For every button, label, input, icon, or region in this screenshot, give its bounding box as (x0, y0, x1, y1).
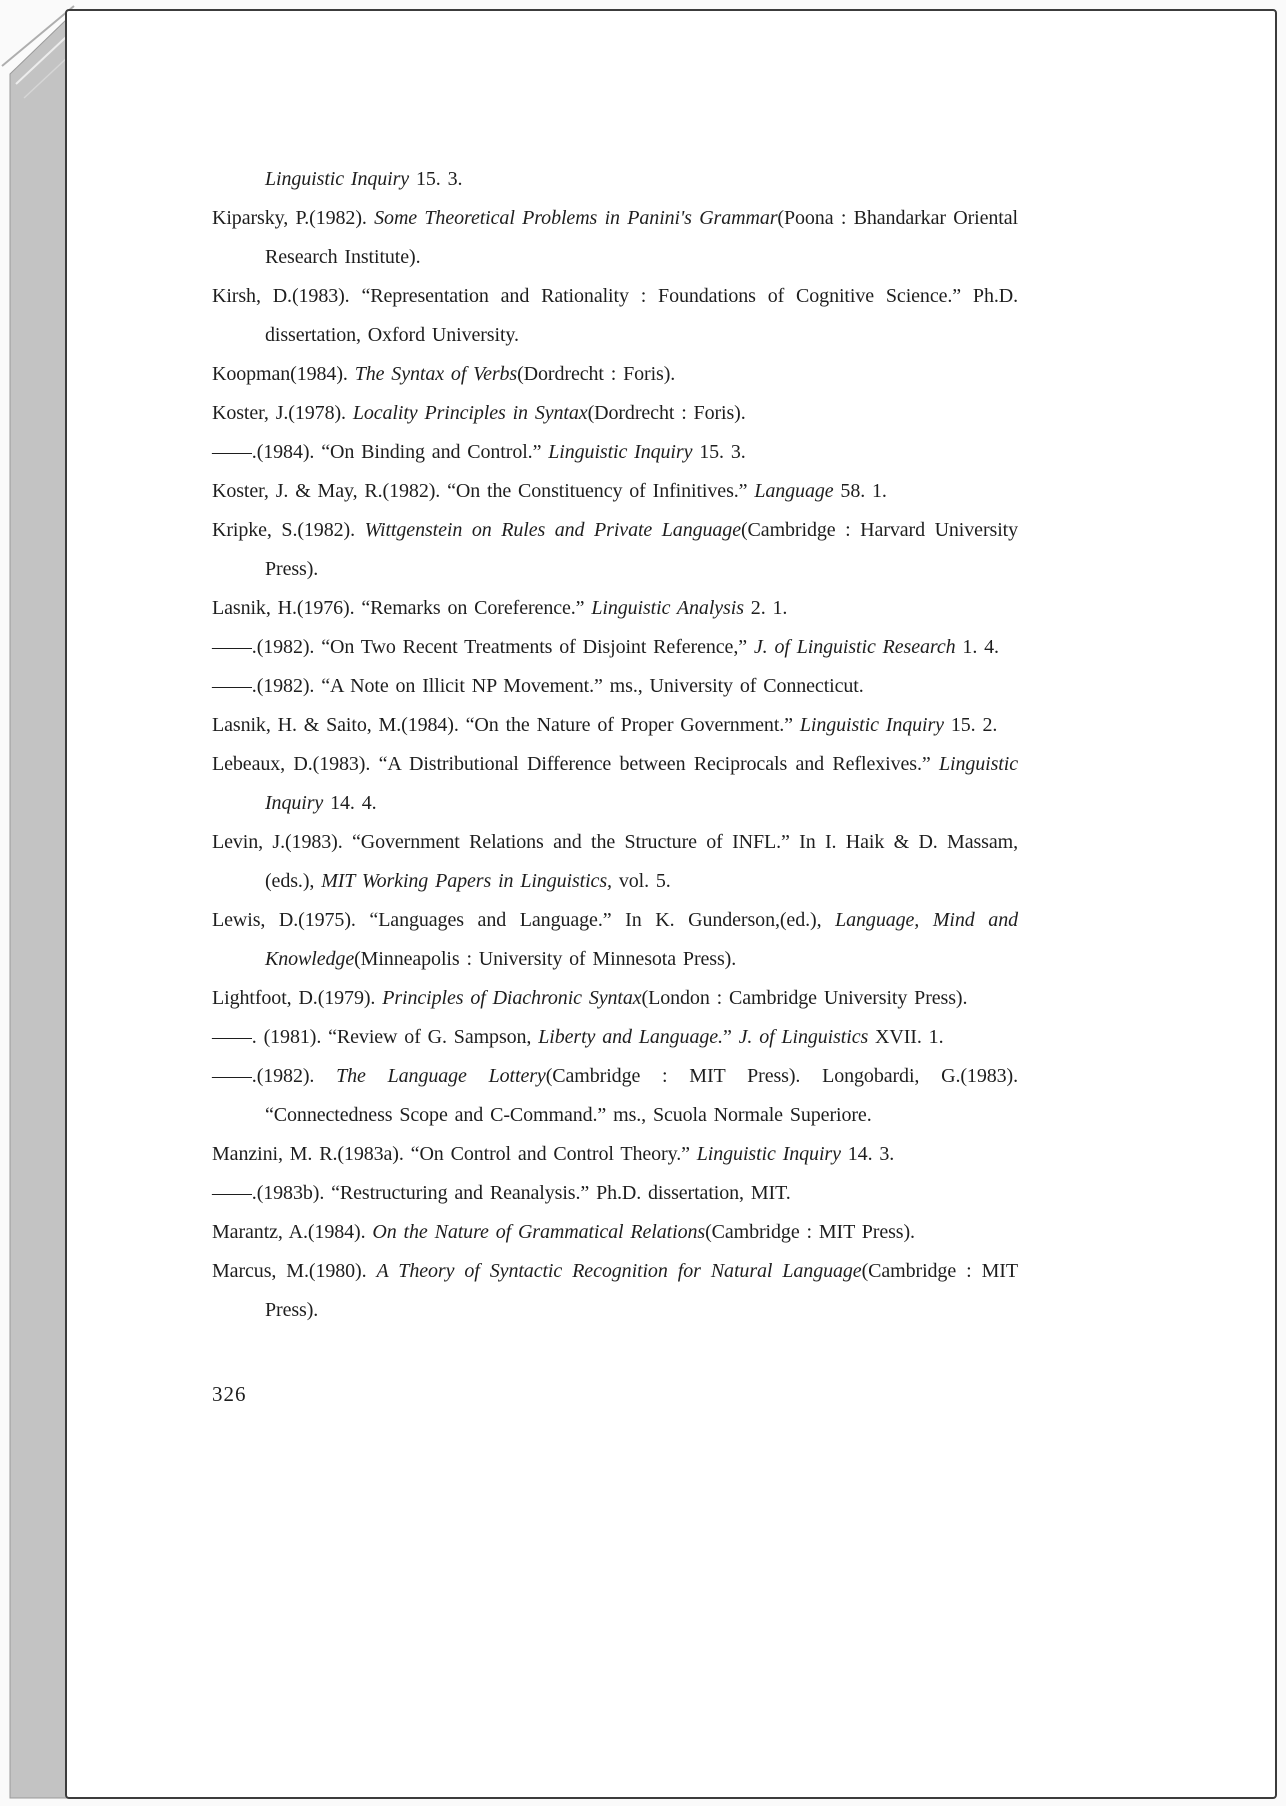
reference-entry (212, 472, 1018, 511)
reference-text: Lewis, D.(1975). “Languages and Language.” In K. Gunderson,(ed.), (212, 909, 836, 931)
reference-entry (212, 160, 1018, 199)
reference-text: Koopman(1984). (212, 363, 355, 385)
reference-text: (Dordrecht : Foris). (517, 363, 676, 385)
reference-title-italic: Linguistic Inquiry (265, 753, 1018, 814)
reference-text: 14. 4. (323, 792, 377, 814)
reference-text: Kripke, S.(1982). (212, 519, 365, 541)
reference-title-italic: Language, Mind and Knowledge (265, 909, 1018, 970)
reference-text: ——.(1982). “A Note on Illicit NP Movement.” ms., University of Connecticut. (212, 675, 864, 697)
reference-text: Kiparsky, P.(1982). (212, 207, 375, 229)
reference-entry (212, 433, 1018, 472)
reference-text: (Poona : Bhandarkar Oriental Research Institute). (265, 207, 1018, 268)
reference-text: Levin, J.(1983). “Government Relations and the Structure of INFL.” In I. Haik & D. Massam, (eds.), (212, 831, 1018, 892)
reference-title-italic: J. of Linguistic Research (753, 636, 956, 658)
reference-entry (212, 628, 1018, 667)
reference-text: 58. 1. (833, 480, 887, 502)
reference-text: Manzini, M. R.(1983a). “On Control and Control Theory.” (212, 1143, 697, 1165)
reference-entry (212, 1135, 1018, 1174)
reference-text: Lasnik, H. & Saito, M.(1984). “On the Nature of Proper Government.” (212, 714, 800, 736)
reference-entry (212, 979, 1018, 1018)
reference-entry (212, 511, 1018, 589)
reference-title-italic: Linguistic Inquiry (696, 1143, 841, 1165)
reference-text: Lightfoot, D.(1979). (212, 987, 383, 1009)
reference-entry (212, 1213, 1018, 1252)
reference-text: Koster, J.(1978). (212, 402, 353, 424)
reference-text: ——.(1983b). “Restructuring and Reanalysis.” Ph.D. dissertation, MIT. (212, 1182, 791, 1204)
reference-text: (Dordrecht : Foris). (587, 402, 746, 424)
reference-title-italic: On the Nature of Grammatical Relations (372, 1221, 706, 1243)
reference-entry (212, 1018, 1018, 1057)
reference-text: ——.(1984). “On Binding and Control.” (212, 441, 549, 463)
reference-text: Lasnik, H.(1976). “Remarks on Coreference.” (212, 597, 592, 619)
reference-entry (212, 706, 1018, 745)
page-number: 326 (212, 1382, 247, 1406)
reference-title-italic: A Theory of Syntactic Recognition for Natural Language (376, 1260, 862, 1282)
reference-entry (212, 394, 1018, 433)
reference-text: vol. 5. (611, 870, 671, 892)
reference-text: 15. 3. (692, 441, 746, 463)
reference-entry (212, 823, 1018, 901)
reference-entry (212, 589, 1018, 628)
reference-list (212, 160, 1018, 1330)
book-spine-pages (10, 18, 68, 1798)
reference-text: (Cambridge : Harvard University Press). (265, 519, 1019, 580)
reference-title-italic: Principles of Diachronic Syntax (382, 987, 642, 1009)
reference-text: 1. 4. (955, 636, 999, 658)
reference-entry (212, 199, 1018, 277)
reference-entry (212, 667, 1018, 706)
reference-title-italic: Linguistic Inquiry (265, 168, 410, 190)
reference-text: (Cambridge : MIT Press). (265, 1260, 1018, 1321)
book-page (66, 10, 1276, 1798)
reference-text: 2. 1. (743, 597, 788, 619)
reference-entry (212, 1174, 1018, 1213)
reference-text: XVII. 1. (868, 1026, 944, 1048)
reference-entry (212, 355, 1018, 394)
reference-text: ” (722, 1026, 739, 1048)
reference-text: Marantz, A.(1984). (212, 1221, 373, 1243)
reference-title-italic: The Syntax of Verbs (354, 363, 518, 385)
reference-title-italic: MIT Working Papers in Linguistics, (321, 870, 612, 892)
reference-text: 14. 3. (840, 1143, 895, 1165)
reference-text: Kirsh, D.(1983). “Representation and Rationality : Foundations of Cognitive Science.” Ph.D. dissertation, Oxford University. (212, 285, 1018, 346)
reference-text: Marcus, M.(1980). (212, 1260, 377, 1282)
reference-text: ——.(1982). “On Two Recent Treatments of Disjoint Reference,” (212, 636, 754, 658)
reference-title-italic: Linguistic Analysis (591, 597, 744, 619)
reference-text: (Cambridge : MIT Press). (705, 1221, 915, 1243)
reference-title-italic: Liberty and Language. (538, 1026, 723, 1048)
reference-text: Koster, J. & May, R.(1982). “On the Constituency of Infinitives.” (212, 480, 755, 502)
reference-entry (212, 1252, 1018, 1330)
reference-title-italic: Some Theoretical Problems in Panini's Grammar (374, 207, 778, 229)
reference-entry (212, 277, 1018, 355)
reference-title-italic: J. of Linguistics (738, 1026, 869, 1048)
reference-text: ——.(1982). (212, 1065, 337, 1087)
reference-text: Lebeaux, D.(1983). “A Distributional Difference between Reciprocals and Reflexives.” (212, 753, 939, 775)
reference-text: 15. 2. (943, 714, 998, 736)
reference-text: ——. (1981). “Review of G. Sampson, (212, 1026, 539, 1048)
reference-entry (212, 1057, 1018, 1135)
reference-text: (Cambridge : MIT Press). Longobardi, G.(1983). “Connectedness Scope and C-Command.” ms., Scuola Normale Superiore. (265, 1065, 1018, 1126)
reference-entry (212, 745, 1018, 823)
reference-title-italic: Wittgenstein on Rules and Private Language (364, 519, 741, 541)
reference-text: (London : Cambridge University Press). (641, 987, 968, 1009)
reference-text: (Minneapolis : University of Minnesota Press). (354, 948, 737, 970)
reference-entry (212, 901, 1018, 979)
reference-title-italic: Linguistic Inquiry (548, 441, 693, 463)
reference-title-italic: Locality Principles in Syntax (352, 402, 588, 424)
reference-title-italic: Linguistic Inquiry (799, 714, 944, 736)
reference-title-italic: Language (754, 480, 834, 502)
reference-title-italic: The Language Lottery (336, 1065, 546, 1087)
reference-text: 15. 3. (409, 168, 463, 190)
